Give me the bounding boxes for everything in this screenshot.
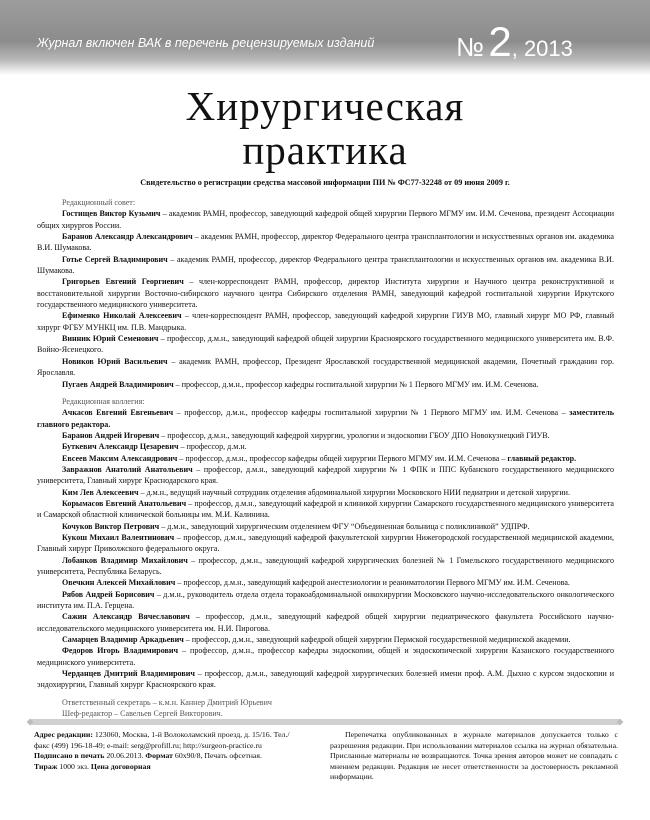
member-description: – д.м.н., заведующий хирургическим отделением ФГУ “Объединенная больница с поликлиникой” УДПРФ. — [159, 521, 530, 531]
member-description: – профессор, д.м.н., заведующий кафедрой общей хирургии Красноярского государственного медицинского университета им. В.Ф. Войно-Ясенецкого. — [37, 334, 614, 355]
member-entry — [37, 430, 614, 441]
member-entry — [37, 464, 614, 487]
member-description: – д.м.н., руководитель отдела отдела торакоабдоминальной онкохирургии Московского научно-исследовательского онкологического института им. П.А. Герцена. — [37, 589, 614, 611]
address-text: 123060, Москва, 1-й Волоколамский проезд, д. 15/16. Тел./факс (499) 196-18-49; e-mail: serg@profill.ru; http://surgeon-practice.ru — [34, 730, 290, 750]
price-label: Цена договорная — [90, 761, 151, 771]
member-name: Рябов Андрей Борисович — [62, 589, 155, 599]
member-description: – профессор, д.м.н., профессор кафедры госпитальной хирургии № 1 Первого МГМУ им. И.М. Сеченова – — [173, 408, 570, 418]
member-entry — [37, 254, 614, 277]
address-label: Адрес редакции: — [34, 730, 93, 739]
member-description: – профессор, д.м.н., заведующий кафедрой хирургии № 1 ФПК и ППС Кубанского государственного медицинского университета, Главный хирург Краснодарского края. — [37, 464, 614, 486]
member-name: Ачкасов Евгений Евгеньевич — [62, 408, 174, 418]
signed-date: 20.06.2013. — [104, 751, 146, 760]
issue-number — [456, 18, 573, 65]
member-name: Баранов Александр Александрович — [62, 232, 193, 242]
chief-editor-line: Шеф-редактор – Савельев Сергей Викторович. — [62, 709, 223, 719]
member-name: Кукош Михаил Валентинович — [62, 532, 175, 542]
member-name: Ефименко Николай Алексеевич — [62, 311, 182, 321]
board-list — [37, 407, 614, 691]
member-name: Гостищев Виктор Кузьмич — [62, 209, 161, 219]
member-name: Ким Лев Алексеевич — [62, 487, 139, 497]
member-entry — [37, 589, 614, 612]
member-name: Баранов Андрей Игоревич — [62, 430, 160, 440]
journal-title-line2: практика — [242, 127, 408, 173]
footer-divider — [30, 719, 620, 725]
member-entry — [37, 356, 614, 379]
member-entry — [37, 487, 614, 498]
member-name: Евсеев Максим Александрович — [62, 453, 178, 463]
member-entry — [37, 577, 614, 588]
issue-no-sign: № — [456, 32, 484, 62]
imprint — [34, 730, 304, 772]
member-description: – профессор, д.м.н., профессор кафедры госпитальной хирургии № 1 Первого МГМУ им. И.М. Сеченова. — [173, 379, 539, 389]
member-description: – профессор, д.м.н., заведующий кафедрой факультетской хирургии Нижегородской государственной медицинской академии, Главный хирург Приволжского федерального округа. — [37, 532, 614, 554]
signed-label: Подписано в печать — [34, 751, 105, 760]
issue-year: , 2013 — [511, 36, 573, 61]
member-name: Черданцев Дмитрий Владимирович — [62, 669, 195, 679]
member-description: – профессор, д.м.н., заведующий кафедрой хирургии, урологии и эндоскопии ГБОУ ДПО Новокузнецкий ГИУВ. — [159, 430, 550, 440]
member-name: Кочуков Виктор Петрович — [62, 521, 160, 531]
member-description: – профессор, д.м.н., заведующий кафедрой хирургических болезней № 1 Гомельского государственного медицинского университета, Республика Беларусь. — [37, 555, 614, 576]
member-description: – профессор, д.м.н., профессор кафедры эндоскопии, общей и эндоскопической хирургии Казанского государственного медицинского университета. — [37, 646, 614, 667]
format-label: Формат — [145, 751, 173, 760]
council-list — [37, 208, 614, 390]
vak-notice: Журнал включен ВАК в перечень рецензируемых изданий — [37, 36, 375, 50]
format-text: 60х90/8, Печать офсетная. — [172, 751, 262, 760]
member-name: Пугаев Андрей Владимирович — [62, 379, 174, 389]
member-name: Григорьев Евгений Георгиевич — [62, 277, 184, 287]
journal-title-line1: Хирургическая — [185, 83, 465, 129]
member-entry — [37, 407, 614, 430]
reprint-notice-text: Перепечатка опубликованных в журнале материалов допускается только с разрешения редакции. При использовании материалов ссылка на журнал обязательна. Присланные материалы не возвращаются. Точка зрения авторов может не совпадать с мнением редакции. Редакция не несет ответственности за достоверность рекламной информации. — [330, 730, 618, 781]
member-entry — [37, 611, 614, 634]
member-role: главный редактор. — [507, 453, 577, 463]
member-name: Буткевич Александр Цезаревич — [62, 442, 179, 452]
member-name: Самарцев Владимир Аркадьевич — [62, 635, 184, 645]
member-description: – профессор, д.м.н., заведующий кафедрой хирургических болезней имени проф. А.М. Дыхно с курсом эндоскопии и эндохирургии, Главный хирург Красноярского края. — [37, 669, 614, 690]
member-name: Новиков Юрий Васильевич — [62, 356, 168, 366]
member-entry — [37, 555, 614, 578]
member-role: заместитель главного редактора. — [37, 408, 614, 429]
member-entry — [37, 379, 614, 390]
member-name: Завражнов Анатолий Анатольевич — [62, 464, 193, 474]
member-entry — [37, 521, 614, 532]
editorial-lists — [37, 197, 614, 719]
member-description: – академик РАМН, профессор, директор Федерального центра трансплантологии и искусственных органов им. академика В.И. Шумакова. — [37, 232, 614, 253]
member-description: – академик РАМН, профессор, директор Федерального центра трансплантологии и искусственных органов им. академика В.И. Шумакова. — [37, 254, 614, 276]
member-entry — [37, 645, 614, 668]
member-entry — [37, 532, 614, 555]
member-description: – профессор, д.м.н., заведующий кафедрой анестезиологии и реаниматологии Первого МГМУ им. И.М. Сеченова. — [175, 578, 570, 588]
member-name: Винник Юрий Семенович — [62, 334, 159, 344]
council-heading: Редакционный совет: — [62, 198, 136, 207]
member-description: – д.м.н., ведущий научный сотрудник отделения абдоминальной хирургии Московского НИИ педиатрии и детской хирургии. — [138, 487, 570, 497]
board-heading: Редакционная коллегия: — [62, 396, 145, 406]
secretary-line: Ответственный секретарь – к.м.н. Каннер Дмитрий Юрьевич — [62, 697, 272, 707]
member-description: – профессор, д.м.н. — [178, 442, 247, 452]
print-run-text: 1000 экз. — [57, 761, 91, 771]
member-description: – профессор, д.м.н., заведующий кафедрой общей хирургии педиатрического факультета Российского научно-исследовательского медицинского университета им. Н.И. Пирогова. — [37, 612, 614, 633]
member-entry — [37, 453, 614, 464]
member-description: – профессор, д.м.н., заведующий кафедрой общей хирургии Пермской государственной медицинской академии. — [183, 635, 571, 645]
member-description: – член-корреспондент РАМН, профессор, директор Института хирургии и Научного центра реконструктивной и восстановительной хирургии Восточно-сибирского научного центра Сибирского отделения РАМН, заведующий кафедрой госпитальной хирургии Иркутского государственного медицинского университета. — [37, 277, 614, 310]
member-description: – член-корреспондент РАМН, профессор, заведующий кафедрой хирургии ГИУВ МО, главный хирург МО РФ, главный хирург ФГБУ МУНКЦ им. П.В. Мандрыка. — [37, 311, 614, 332]
member-description: – профессор, д.м.н., профессор кафедры общей хирургии Первого МГМУ им. И.М. Сеченова – — [177, 453, 508, 463]
member-name: Лобанков Владимир Михайлович — [62, 555, 188, 565]
member-entry — [37, 498, 614, 521]
member-entry — [37, 668, 614, 691]
member-entry — [37, 208, 614, 231]
member-description: – академик РАМН, профессор, заведующий кафедрой общей хирургии Первого МГМУ им. И.М. Сеченова, президент Ассоциации общих хирургов России. — [37, 209, 614, 230]
member-entry — [37, 231, 614, 254]
member-description: – профессор, д.м.н., заведующий кафедрой и клиникой хирургии Самарского государственного медицинского университета и Самарской областной клинической больницы им. М.И. Калинина. — [37, 498, 615, 520]
reprint-notice — [330, 730, 618, 783]
member-entry — [37, 276, 614, 310]
registration-certificate: Свидетельство о регистрации средства массовой информации ПИ № ФС77-32248 от 09 июня 2009 г. — [140, 178, 510, 187]
member-name: Готье Сергей Владимирович — [62, 254, 168, 264]
member-entry — [37, 310, 614, 333]
print-run-label: Тираж — [34, 761, 58, 771]
member-name: Овечкин Алексей Михайлович — [62, 578, 176, 588]
issue-num: 2 — [488, 18, 512, 65]
member-name: Федоров Игорь Владимирович — [62, 646, 179, 656]
member-description: – академик РАМН, профессор, Президент Ярославской государственной медицинской академии, Почетный гражданин гор. Ярославля. — [37, 356, 614, 378]
member-name: Корымасов Евгений Анатольевич — [62, 498, 187, 508]
member-entry — [37, 441, 614, 452]
member-name: Сажин Александр Вячеславович — [62, 612, 190, 622]
member-entry — [37, 634, 614, 645]
member-entry — [37, 333, 614, 356]
header-band — [0, 0, 650, 75]
